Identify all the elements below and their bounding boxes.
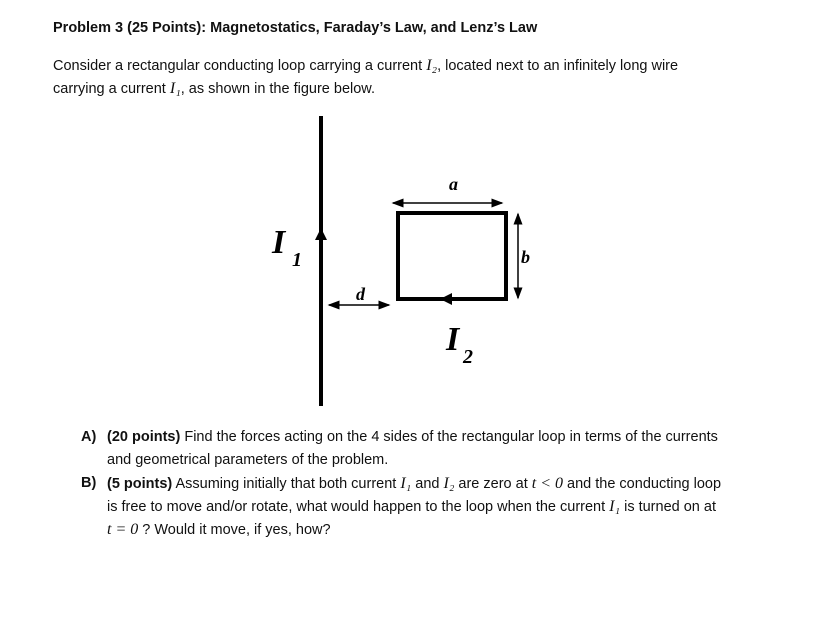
label-i1-sub: 1 <box>292 249 302 271</box>
text: carrying a current <box>53 81 170 97</box>
var-i2: I₂ <box>426 57 438 74</box>
var-i1: I₁ <box>400 475 412 492</box>
text: are zero at <box>454 476 532 492</box>
problem-title: Problem 3 (25 Points): Magnetostatics, Faraday’s Law, and Lenz’s Law <box>53 20 538 36</box>
part-b-line-1 <box>107 475 721 493</box>
current-arrow-i1 <box>315 228 327 240</box>
part-b-line-3 <box>107 521 331 539</box>
text: , as shown in the figure below. <box>180 81 376 97</box>
points: (20 points) <box>107 429 181 445</box>
var-t: t < 0 <box>531 475 563 492</box>
conducting-loop <box>398 213 506 299</box>
text: is free to move and/or rotate, what would happen to the loop when the current <box>107 499 610 515</box>
text: Find the forces acting on the 4 sides of the rectangular loop in terms of the currents <box>180 429 718 445</box>
part-b-label: B) <box>81 475 97 491</box>
part-a-line-2: and geometrical parameters of the problem. <box>107 452 389 468</box>
text: , located next to an infinitely long wire <box>437 58 679 74</box>
label-d: d <box>356 284 365 304</box>
var-i1: I₁ <box>609 498 621 515</box>
text: and the conducting loop <box>563 476 722 492</box>
label-i2-sub: 2 <box>463 346 473 368</box>
label-a: a <box>449 174 458 194</box>
var-i1: I₁ <box>169 80 181 97</box>
text: Assuming initially that both current <box>172 476 401 492</box>
part-a-label: A) <box>81 429 97 445</box>
text: and <box>411 476 444 492</box>
text: Consider a rectangular conducting loop carrying a current <box>53 58 427 74</box>
label-b: b <box>521 247 530 267</box>
label-i1: I <box>272 224 286 261</box>
current-arrow-i2 <box>440 293 452 305</box>
label-i2: I <box>446 321 460 358</box>
text: ? Would it move, if yes, how? <box>138 522 331 538</box>
points: (5 points) <box>107 476 173 492</box>
part-a-line-1 <box>107 429 718 445</box>
text: is turned on at <box>620 499 716 515</box>
part-b-line-2 <box>107 498 716 516</box>
var-t: t = 0 <box>107 521 139 538</box>
var-i2: I₂ <box>443 475 455 492</box>
